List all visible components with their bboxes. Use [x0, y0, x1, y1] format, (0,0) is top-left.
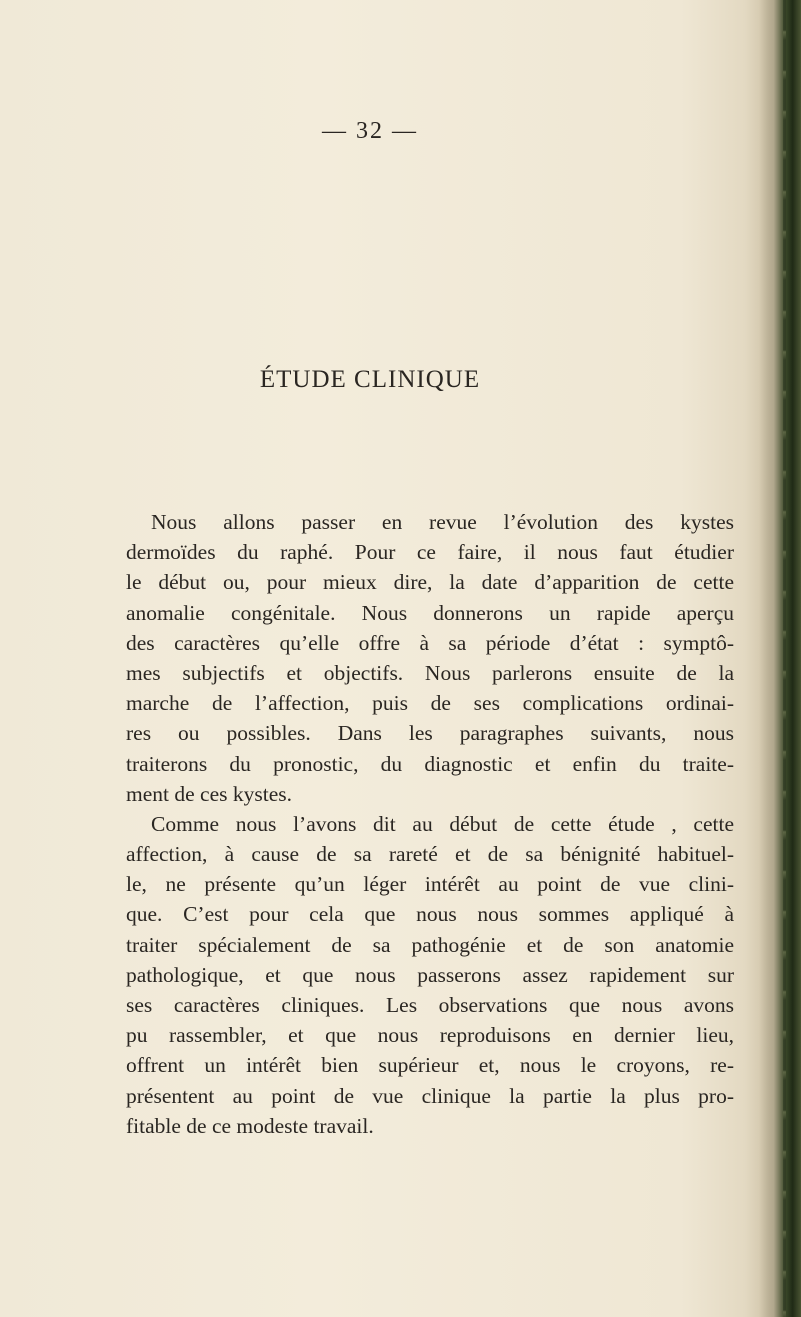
text-line: res ou possibles. Dans les paragraphes suivants, nous	[126, 721, 734, 746]
text-line: Nous allons passer en revue l’évolution des kystes	[151, 510, 734, 534]
text-line: présentent au point de vue clinique la partie la plus pro-	[126, 1083, 734, 1108]
text-line: ment de ces kystes.	[126, 781, 292, 806]
text-line: traiterons du pronostic, du diagnostic et enfin du traite-	[126, 751, 734, 776]
paragraph-1	[126, 507, 734, 809]
text-line: Comme nous l’avons dit au début de cette étude , cette	[151, 811, 734, 836]
text-line: offrent un intérêt bien supérieur et, nous le croyons, re-	[126, 1053, 734, 1078]
text-line: le, ne présente qu’un léger intérêt au point de vue clini-	[126, 872, 734, 897]
paragraph-2	[126, 809, 734, 1141]
text-line: pathologique, et que nous passerons assez rapidement sur	[126, 962, 734, 987]
body-text	[126, 507, 734, 1141]
text-line: des caractères qu’elle offre à sa période d’état : symptô-	[126, 630, 734, 655]
page-binding-edge	[759, 0, 801, 1317]
text-line: que. C’est pour cela que nous nous sommes appliqué à	[126, 902, 734, 927]
text-line: pu rassembler, et que nous reproduisons en dernier lieu,	[126, 1023, 734, 1048]
page-number: — 32 —	[322, 118, 418, 144]
text-line: marche de l’affection, puis de ses complications ordinai-	[126, 691, 734, 716]
text-line: ses caractères cliniques. Les observations que nous avons	[126, 993, 734, 1017]
text-line: fitable de ce modeste travail.	[126, 1113, 374, 1138]
text-line: anomalie congénitale. Nous donnerons un rapide aperçu	[126, 600, 734, 625]
text-line: traiter spécialement de sa pathogénie et de son anatomie	[126, 932, 734, 957]
section-heading: ÉTUDE CLINIQUE	[259, 366, 481, 393]
text-line: le début ou, pour mieux dire, la date d’apparition de cette	[126, 570, 734, 595]
text-line: mes subjectifs et objectifs. Nous parlerons ensuite de la	[126, 660, 734, 685]
text-line: affection, à cause de sa rareté et de sa bénignité habituel-	[126, 842, 734, 867]
text-line: dermoïdes du raphé. Pour ce faire, il nous faut étudier	[126, 540, 734, 565]
